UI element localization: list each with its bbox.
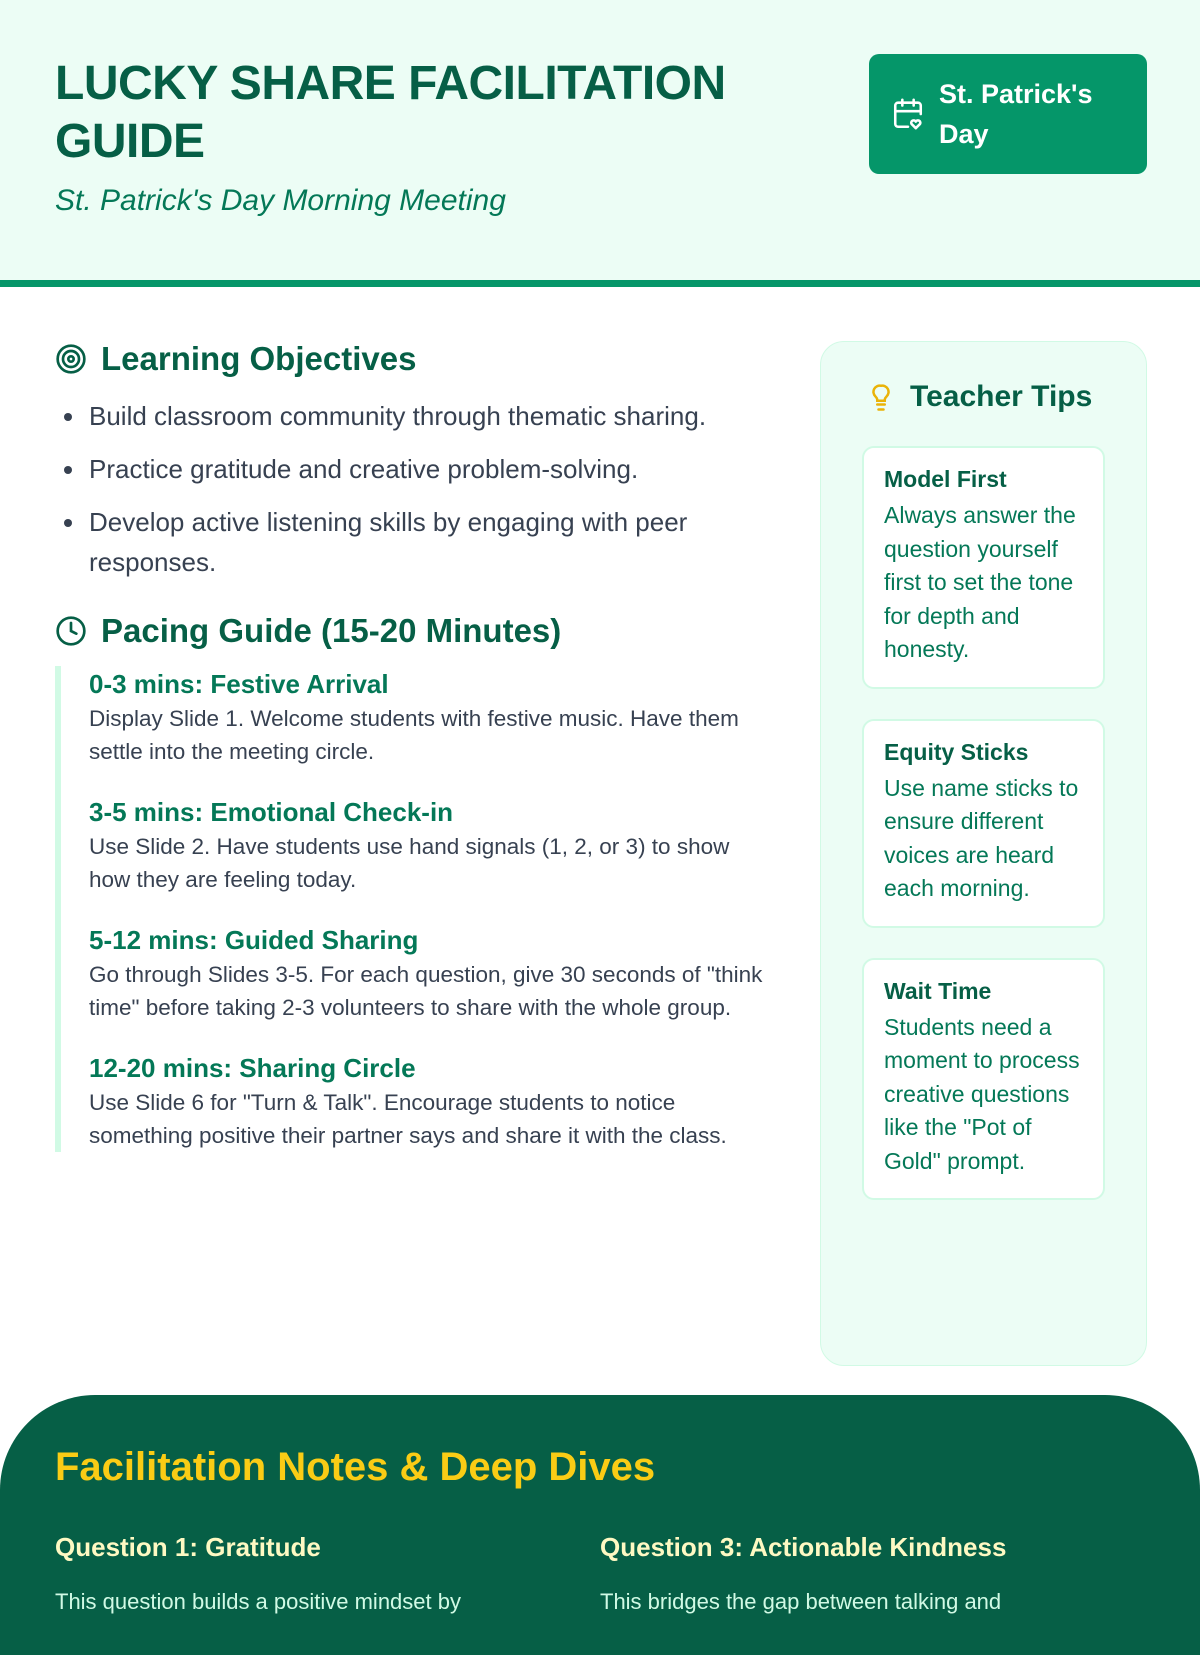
step-text: Display Slide 1. Welcome students with festive music. Have them settle into the meeting circle.: [89, 706, 739, 764]
pacing-heading: [55, 612, 775, 650]
objectives-heading: [55, 340, 775, 378]
target-icon: [55, 343, 87, 375]
page-subtitle: St. Patrick's Day Morning Meeting: [55, 184, 506, 217]
tip-title: Wait Time: [884, 977, 992, 1004]
objectives-heading-text: Learning Objectives: [101, 340, 417, 377]
header: [0, 0, 1200, 287]
step-title: 0-3 mins: Festive Arrival: [89, 669, 389, 699]
step-title: 12-20 mins: Sharing Circle: [89, 1053, 416, 1083]
step-text: Use Slide 6 for "Turn & Talk". Encourage students to notice something positive their partner says and share it with the class.: [89, 1090, 727, 1148]
tip-card: [862, 719, 1105, 928]
holiday-badge-label: St. Patrick's Day: [939, 79, 1093, 149]
tip-card: [862, 958, 1105, 1201]
pacing-timeline: [55, 666, 775, 1152]
holiday-badge: [869, 54, 1147, 174]
pacing-step: [89, 922, 775, 1024]
tip-card: [862, 446, 1105, 689]
lightbulb-icon: [866, 382, 896, 412]
page-title: LUCKY SHARE FACILITATION GUIDE: [55, 57, 726, 168]
notes-heading: Facilitation Notes & Deep Dives: [55, 1445, 656, 1489]
tip-title: Model First: [884, 466, 1007, 492]
note-title: Question 1: Gratitude: [55, 1532, 321, 1562]
pacing-step: [89, 666, 775, 768]
tips-heading: [866, 380, 1105, 414]
note-text: This question builds a positive mindset by: [55, 1589, 461, 1614]
tips-heading-text: Teacher Tips: [910, 380, 1093, 413]
objectives-list: [87, 396, 775, 582]
facilitation-notes-section: [0, 1395, 1200, 1655]
pacing-step: [89, 1050, 775, 1152]
tip-title: Equity Sticks: [884, 738, 1029, 765]
teacher-tips-panel: [820, 341, 1147, 1366]
pacing-step: [89, 794, 775, 896]
note-column: [55, 1532, 600, 1615]
calendar-heart-icon: [891, 97, 925, 131]
clock-icon: [55, 615, 87, 647]
step-title: 5-12 mins: Guided Sharing: [89, 925, 419, 955]
list-item: • Build classroom community through thematic sharing.: [87, 396, 775, 436]
main-column: [55, 340, 775, 1152]
note-title: Question 3: Actionable Kindness: [600, 1532, 1007, 1562]
list-item: • Practice gratitude and creative problem-solving.: [87, 449, 775, 489]
step-text: Go through Slides 3-5. For each question, give 30 seconds of "think time" before taking 2-3 volunteers to share with the whole group.: [89, 962, 763, 1020]
list-item: • Develop active listening skills by engaging with peer responses.: [87, 502, 775, 582]
pacing-heading-text: Pacing Guide (15-20 Minutes): [101, 612, 562, 649]
tip-text: Students need a moment to process creative questions like the "Pot of Gold" prompt.: [884, 1013, 1080, 1174]
tip-text: Use name sticks to ensure different voices are heard each morning.: [884, 774, 1079, 901]
step-title: 3-5 mins: Emotional Check-in: [89, 797, 454, 827]
note-column: [600, 1532, 1145, 1615]
step-text: Use Slide 2. Have students use hand signals (1, 2, or 3) to show how they are feeling today.: [89, 834, 730, 892]
note-text: This bridges the gap between talking and: [600, 1589, 1002, 1614]
tip-text: Always answer the question yourself first to set the tone for depth and honesty.: [884, 502, 1076, 662]
